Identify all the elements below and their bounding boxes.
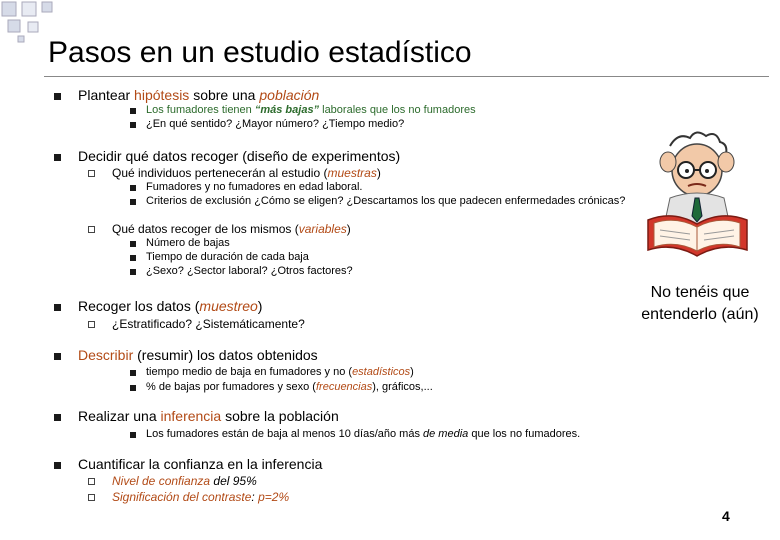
item-inferencia-sub1: Los fumadores están de baja al menos 10 días/año más de media que los no fumadores. bbox=[146, 428, 581, 440]
bullet bbox=[130, 432, 136, 438]
bullet-hollow bbox=[88, 494, 95, 501]
confused-reader-illustration bbox=[640, 128, 755, 263]
item-describir-sub1: tiempo medio de baja en fumadores y no (estadísticos) bbox=[146, 366, 414, 378]
item-decidir-q2-s2: Tiempo de duración de cada baja bbox=[146, 251, 309, 263]
bullet bbox=[130, 199, 136, 205]
item-inferencia: Realizar una inferencia sobre la población bbox=[78, 408, 339, 424]
item-confianza-sub1: Nivel de confianza del 95% bbox=[112, 474, 257, 488]
item-decidir-q2: Qué datos recoger de los mismos (variables) bbox=[112, 222, 351, 236]
bullet bbox=[130, 255, 136, 261]
item-decidir-q2-s3: ¿Sexo? ¿Sector laboral? ¿Otros factores? bbox=[146, 265, 353, 277]
bullet bbox=[54, 154, 61, 161]
item-plantear-sub2: ¿En qué sentido? ¿Mayor número? ¿Tiempo medio? bbox=[146, 118, 405, 130]
item-decidir-q2-s1: Número de bajas bbox=[146, 237, 230, 249]
bullet bbox=[54, 462, 61, 469]
bullet bbox=[130, 385, 136, 391]
item-describir: Describir (resumir) los datos obtenidos bbox=[78, 347, 318, 363]
bullet bbox=[54, 304, 61, 311]
bullet bbox=[54, 353, 61, 360]
bullet-hollow bbox=[88, 226, 95, 233]
item-decidir-q1-s1: Fumadores y no fumadores en edad laboral. bbox=[146, 181, 363, 193]
item-decidir-q1-s2: Criterios de exclusión ¿Cómo se eligen? ¿Descartamos los que padecen enfermedades crónicas? bbox=[146, 195, 626, 207]
item-plantear-sub1: Los fumadores tienen “más bajas” laborales que los no fumadores bbox=[146, 104, 476, 116]
item-decidir: Decidir qué datos recoger (diseño de experimentos) bbox=[78, 148, 401, 164]
bullet bbox=[130, 370, 136, 376]
bullet-hollow bbox=[88, 170, 95, 177]
bullet bbox=[54, 414, 61, 421]
bullet bbox=[130, 241, 136, 247]
title-divider bbox=[44, 76, 769, 77]
side-note: No tenéis que entenderlo (aún) bbox=[641, 284, 759, 323]
bullet bbox=[130, 269, 136, 275]
item-describir-sub2: % de bajas por fumadores y sexo (frecuencias), gráficos,... bbox=[146, 381, 433, 393]
bullet bbox=[54, 93, 61, 100]
item-confianza: Cuantificar la confianza en la inferencia bbox=[78, 456, 323, 472]
bullet-hollow bbox=[88, 478, 95, 485]
item-decidir-q1: Qué individuos pertenecerán al estudio (muestras) bbox=[112, 166, 381, 180]
item-recoger: Recoger los datos (muestreo) bbox=[78, 298, 263, 314]
bullet bbox=[130, 108, 136, 114]
bullet bbox=[130, 122, 136, 128]
page-number: 4 bbox=[722, 508, 730, 524]
item-plantear: Plantear hipótesis sobre una población bbox=[78, 87, 320, 103]
bullet-hollow bbox=[88, 321, 95, 328]
page-title: Pasos en un estudio estadístico bbox=[48, 36, 472, 69]
item-recoger-sub1: ¿Estratificado? ¿Sistemáticamente? bbox=[112, 317, 305, 331]
bullet bbox=[130, 185, 136, 191]
item-confianza-sub2: Significación del contraste: p=2% bbox=[112, 490, 290, 504]
